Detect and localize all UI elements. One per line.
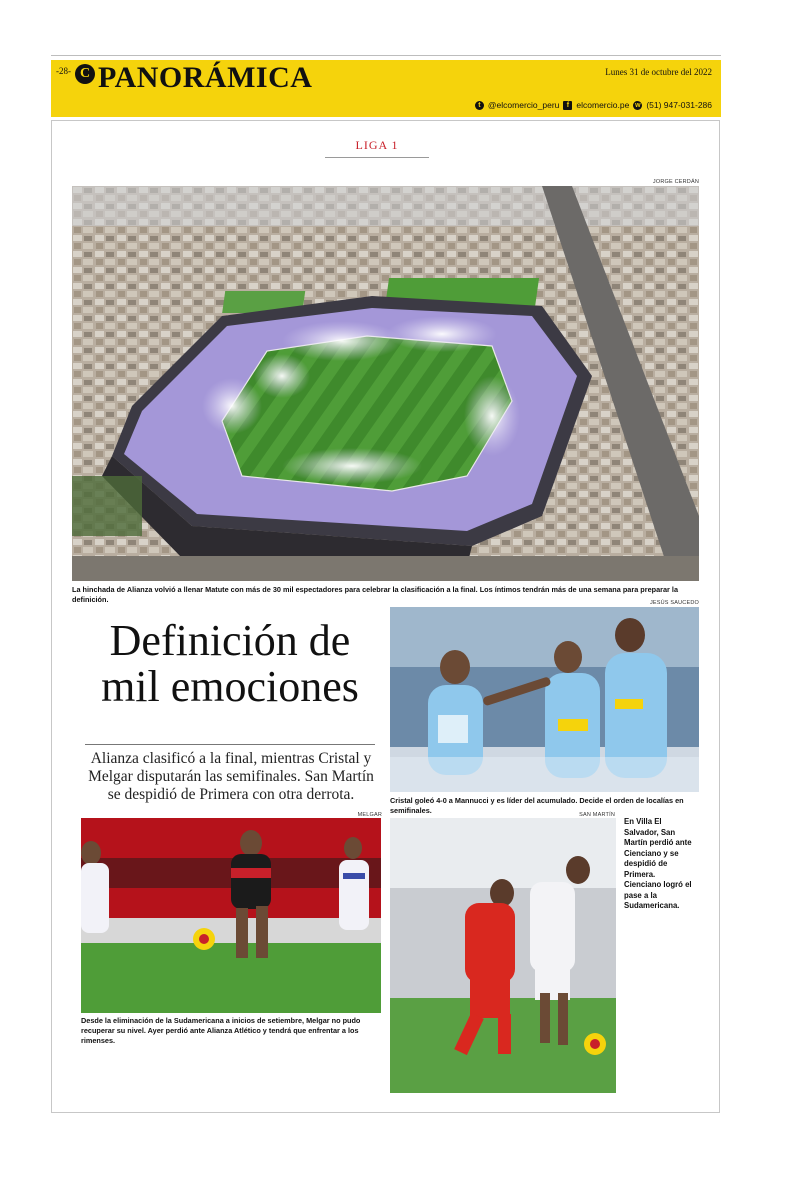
top-rule [51,55,721,56]
main-photo-credit: JORGE CERDÁN [652,179,699,185]
section-header [51,60,721,117]
cristal-photo-caption: Cristal goleó 4-0 a Mannucci y es líder del acumulado. Decide el orden de localías en semifinales. [390,796,684,815]
melgar-photo-caption: Desde la eliminación de la Sudamericana a inicios de setiembre, Melgar no pudo recuperar su nivel. Ayer perdió ante Alianza Atlético y tendrá que enfrentar a los rimenses. [81,1016,361,1045]
article-deck: Alianza clasificó a la final, mientras Cristal y Melgar disputarán las semifinales. San Martín se despidió de Primera con otra derrota. [88,750,374,803]
sanmartin-players-illustration [390,818,616,1093]
melgar-photo-credit: MELGAR [357,812,382,818]
section-kicker: LIGA 1 [355,138,399,152]
facebook-handle: elcomercio.pe [576,100,630,110]
social-links [475,100,712,110]
sanmartin-photo-credit: SAN MARTÍN [579,812,615,818]
kicker-rule [325,157,429,158]
section-title: PANORÁMICA [98,61,313,94]
melgar-match-photo [81,818,381,1013]
issue-date: Lunes 31 de octubre del 2022 [605,67,712,77]
whatsapp-icon: w [635,101,641,109]
main-photo-caption: La hinchada de Alianza volvió a llenar Matute con más de 30 mil espectadores para celebrar la clasificación a la final. Los íntimos tendrán más de una semana para preparar la definición. [72,585,679,604]
cristal-celebration-photo [390,607,699,792]
sanmartin-photo-caption: En Villa El Salvador, San Martín perdió ante Cienciano y se despidió de Primera. Cienciano logró el pase a la Sudamericana. [624,817,692,910]
stadium-aerial-photo [72,186,699,581]
melgar-players-illustration [81,818,381,1013]
article-headline: Definición de mil emociones [101,616,359,711]
whatsapp-number: (51) 947-031-286 [646,100,712,110]
stadium-illustration [72,186,699,581]
cristal-photo-credit: JESÚS SAUCEDO [649,600,699,606]
deck-rule [85,744,375,745]
twitter-icon: t [475,101,484,110]
cristal-players-illustration [390,607,699,792]
facebook-icon: f [563,101,572,110]
sanmartin-match-photo [390,818,616,1093]
twitter-handle: @elcomercio_peru [487,100,560,110]
page-number: -28- [56,66,71,76]
el-comercio-logo-icon: C [75,64,95,84]
